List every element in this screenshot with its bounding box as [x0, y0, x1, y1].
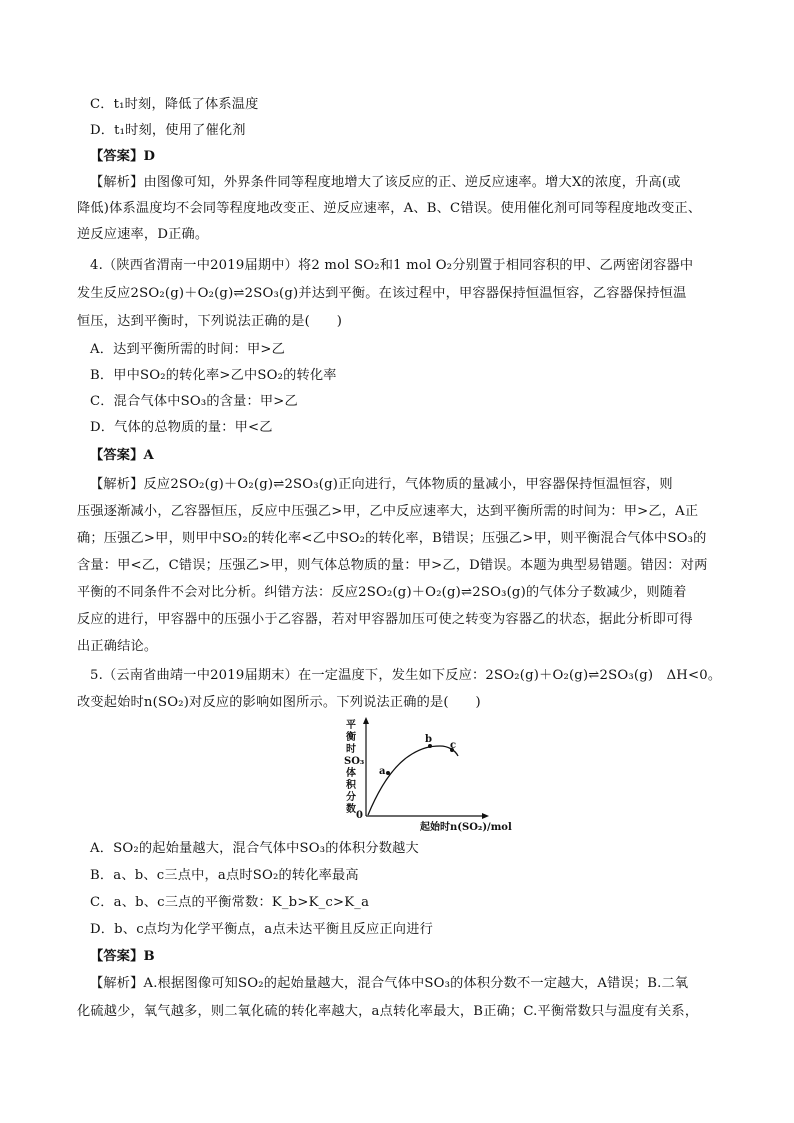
- y-axis-arrow: [363, 717, 369, 724]
- line-23: 改变起始时n(SO₂)对反应的影响如图所示。下列说法正确的是( ): [77, 695, 481, 710]
- origin-label: 0: [356, 810, 363, 821]
- line-11: B．甲中SO₂的转化率>乙中SO₂的转化率: [90, 368, 337, 383]
- line-19: 平衡的不同条件不会对比分析。纠错方法：反应2SO₂(g)＋O₂(g)⇌2SO₃(g)的气体分子数减少，则随着: [77, 585, 687, 600]
- line-25: B．a、b、c三点中，a点时SO₂的转化率最高: [90, 868, 359, 883]
- line-10: A．达到平衡所需的时间：甲>乙: [90, 342, 286, 357]
- line-29: 【解析】A.根据图像可知SO₂的起始量越大，混合气体中SO₃的体积分数不一定越大，A错误；B.二氧: [90, 976, 689, 991]
- point-a: [386, 771, 390, 775]
- line-1: C．t₁时刻，降低了体系温度: [90, 97, 259, 112]
- y-axis-label: 平衡时SO₃体积分数: [344, 720, 365, 815]
- line-14: 【答案】A: [90, 448, 154, 463]
- line-17: 确；压强乙>甲，则甲中SO₂的转化率<乙中SO₂的转化率，B错误；压强乙>甲，则平衡混合气体中SO₃的: [77, 531, 707, 546]
- line-24: A．SO₂的起始量越大，混合气体中SO₃的体积分数越大: [90, 841, 419, 856]
- x-axis-label: 起始时n(SO₂)/mol: [420, 822, 512, 833]
- line-26: C．a、b、c三点的平衡常数：K_b>K_c>K_a: [90, 895, 370, 910]
- line-28: 【答案】B: [90, 949, 155, 964]
- line-8: 发生反应2SO₂(g)＋O₂(g)⇌2SO₃(g)并达到平衡。在该过程中，甲容器保持恒温恒容，乙容器保持恒温: [77, 286, 687, 301]
- line-3: 【答案】D: [90, 149, 156, 164]
- point-a-label: a: [379, 766, 386, 777]
- point-b-label: b: [425, 734, 432, 745]
- line-6: 逆反应速率，D正确。: [77, 227, 209, 242]
- line-5: 降低)体系温度均不会同等程度地改变正、逆反应速率，A、B、C错误。使用催化剂可同等程度地改变正、: [77, 201, 702, 216]
- point-c-label: c: [450, 740, 457, 751]
- line-12: C．混合气体中SO₃的含量：甲>乙: [90, 394, 298, 409]
- line-2: D．t₁时刻，使用了催化剂: [90, 123, 246, 138]
- line-9: 恒压，达到平衡时，下列说法正确的是( ): [77, 314, 343, 329]
- curve: [368, 746, 458, 815]
- line-21: 出正确结论。: [77, 639, 158, 654]
- line-22: 5.（云南省曲靖一中2019届期末）在一定温度下，发生如下反应：2SO₂(g)＋O₂(g)⇌2SO₃(g) ΔH<0。: [90, 668, 722, 683]
- line-20: 反应的进行，甲容器中的压强小于乙容器，若对甲容器加压可使之转变为容器乙的状态，据此分析即可得: [77, 612, 693, 627]
- line-16: 压强逐渐减小，乙容器恒压，反应中压强乙>甲，乙中反应速率大，达到平衡所需的时间为：甲>乙，A正: [77, 504, 699, 519]
- line-4: 【解析】由图像可知，外界条件同等程度地增大了该反应的正、逆反应速率。增大X的浓度，升高(或: [90, 175, 681, 190]
- line-18: 含量：甲<乙，C错误；压强乙>甲，则气体总物质的量：甲>乙，D错误。本题为典型易错题。错因：对两: [77, 558, 708, 573]
- line-15: 【解析】反应2SO₂(g)＋O₂(g)⇌2SO₃(g)正向进行，气体物质的量减小，甲容器保持恒温恒容，则: [90, 477, 673, 492]
- line-27: D．b、c点均为化学平衡点，a点未达平衡且反应正向进行: [90, 922, 433, 937]
- line-7: 4.（陕西省渭南一中2019届期中）将2 mol SO₂和1 mol O₂分别置于相同容积的甲、乙两密闭容器中: [90, 258, 694, 273]
- line-13: D．气体的总物质的量：甲<乙: [90, 420, 273, 435]
- line-30: 化硫越少，氧气越多，则二氧化硫的转化率越大，a点转化率最大，B正确；C.平衡常数只与温度有关系，: [77, 1004, 699, 1019]
